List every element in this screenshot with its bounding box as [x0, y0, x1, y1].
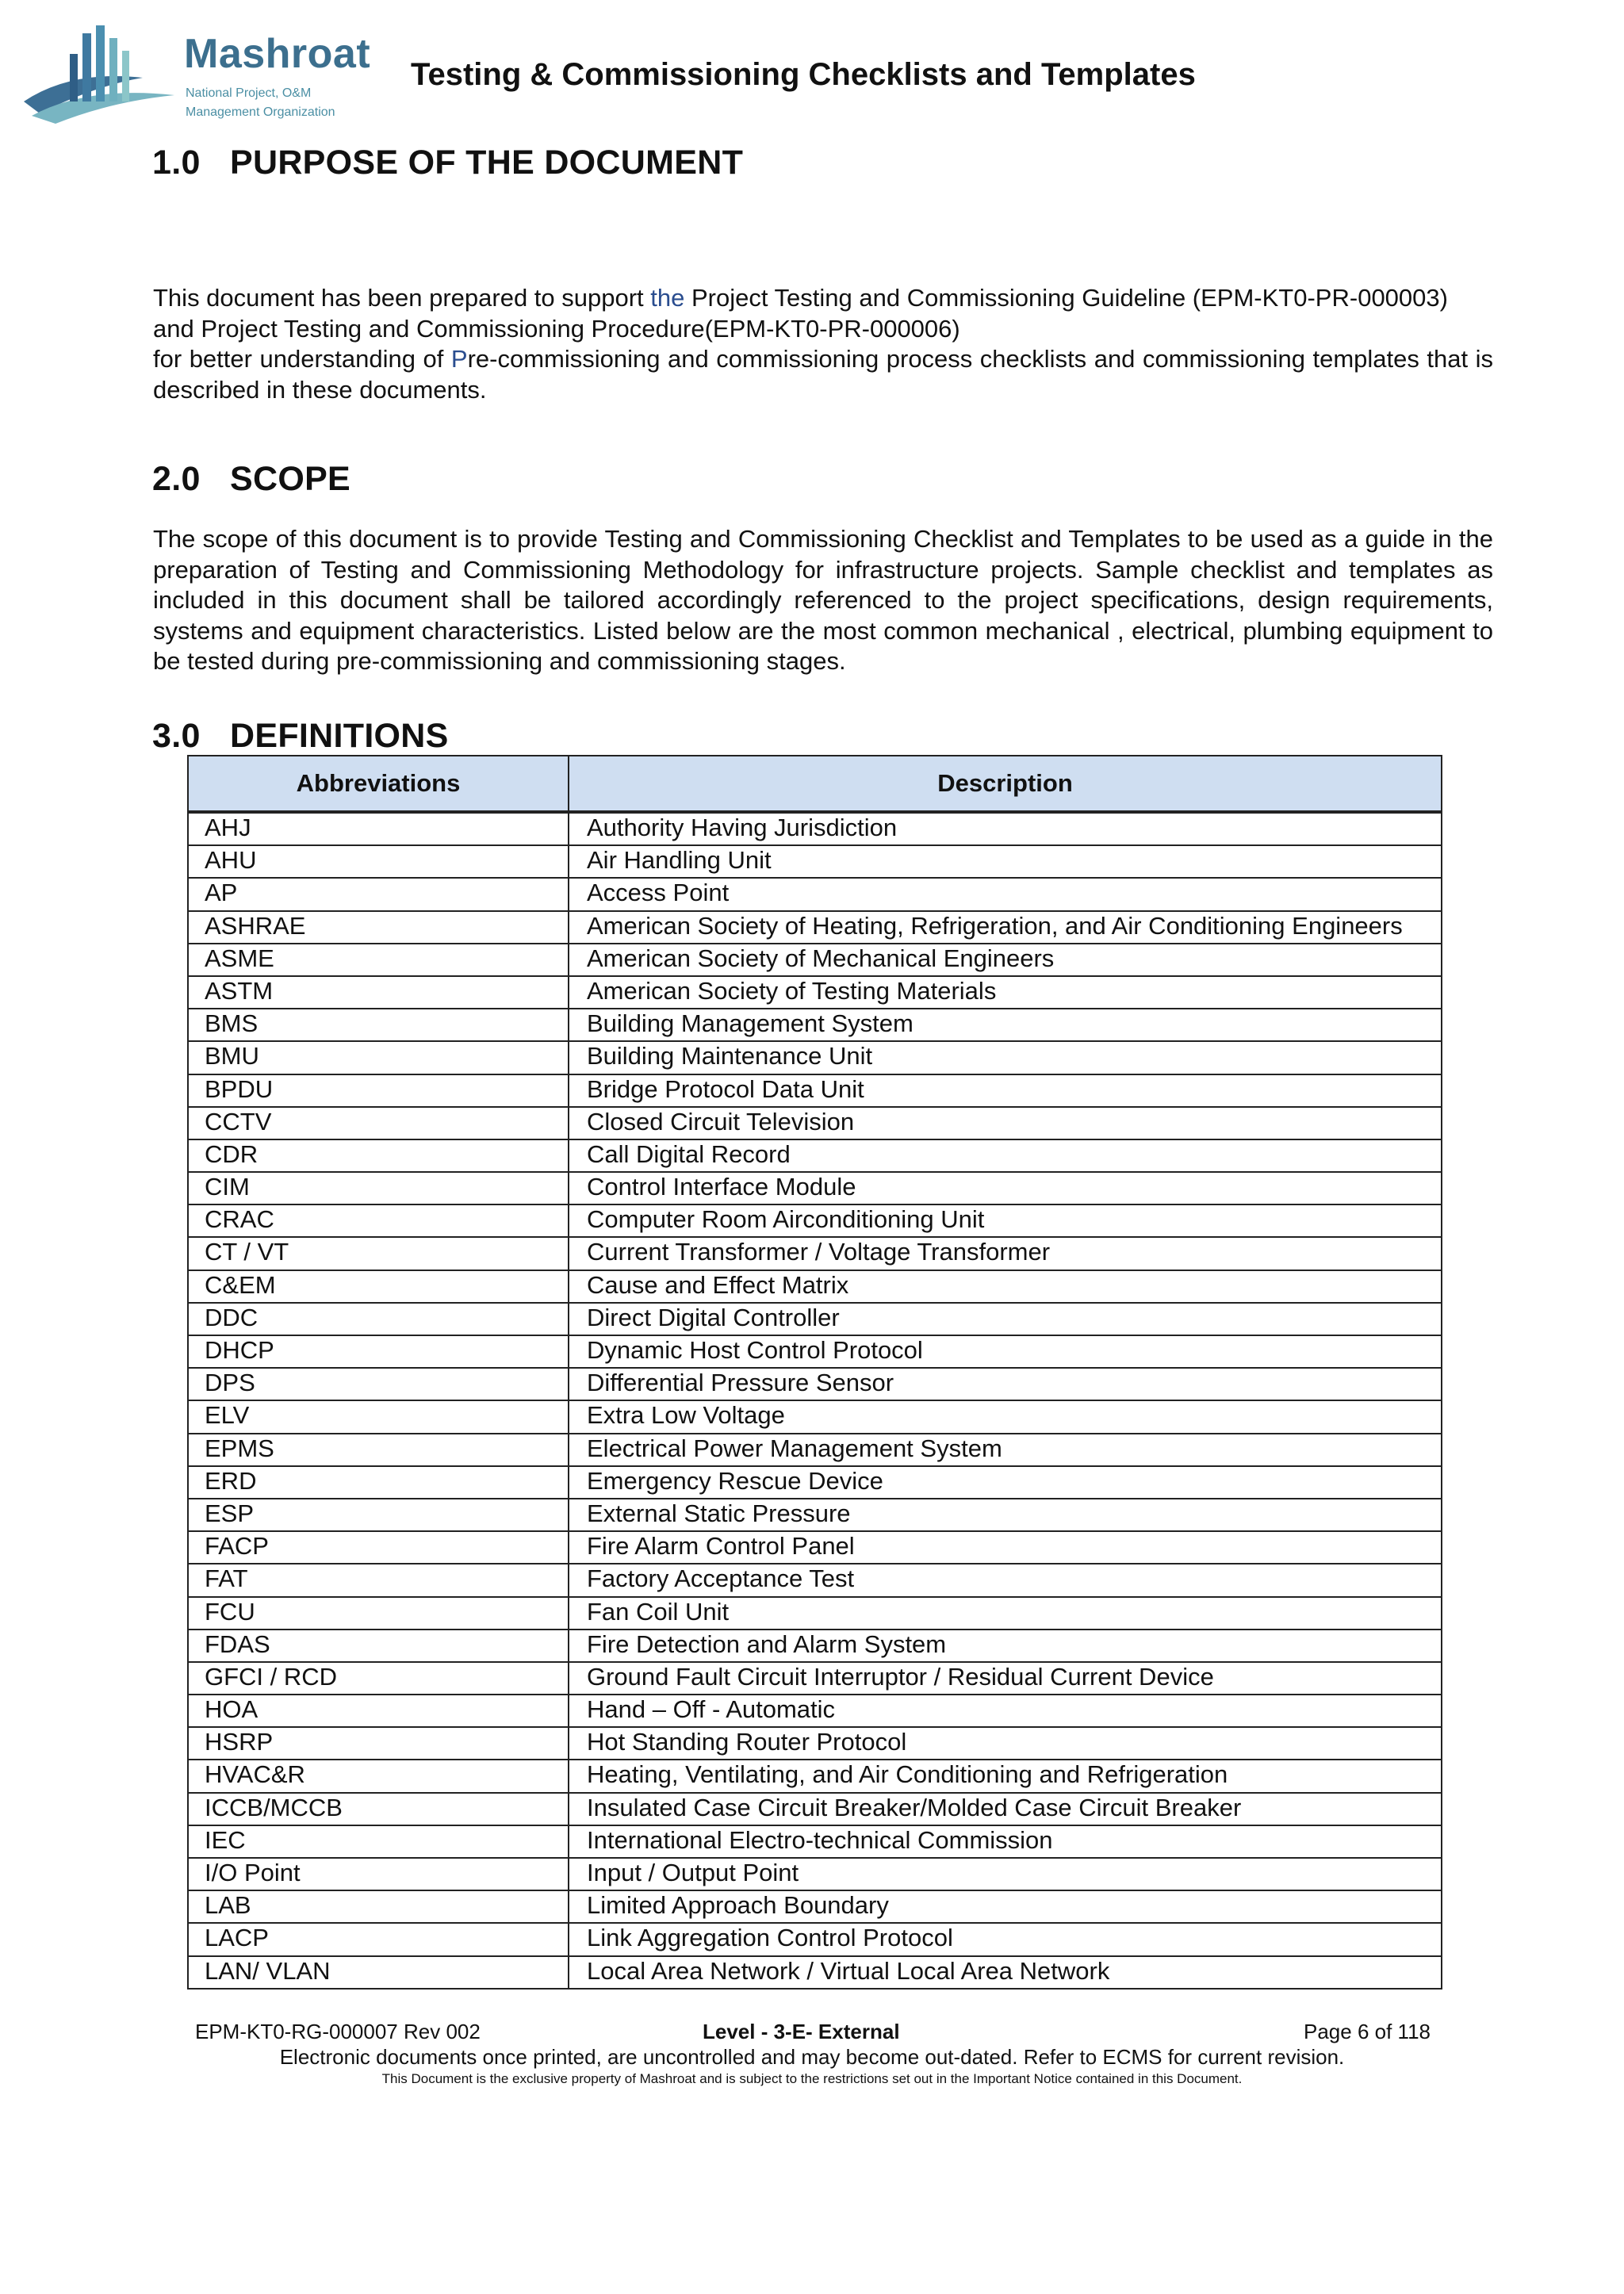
description-cell: Fan Coil Unit	[569, 1597, 1442, 1630]
abbreviation-cell: LACP	[188, 1923, 569, 1955]
footer-row	[195, 2020, 1431, 2045]
table-row	[188, 1237, 1442, 1270]
description-cell: Electrical Power Management System	[569, 1434, 1442, 1466]
abbreviation-cell: I/O Point	[188, 1858, 569, 1890]
table-row	[188, 878, 1442, 910]
description-cell: American Society of Testing Materials	[569, 976, 1442, 1009]
abbreviation-cell: CDR	[188, 1139, 569, 1172]
description-cell: Authority Having Jurisdiction	[569, 812, 1442, 845]
abbreviation-cell: LAB	[188, 1890, 569, 1923]
abbreviation-cell: HSRP	[188, 1727, 569, 1760]
description-cell: International Electro-technical Commission	[569, 1825, 1442, 1858]
section-title: DEFINITIONS	[230, 717, 449, 755]
table-row	[188, 1662, 1442, 1695]
table-row	[188, 1074, 1442, 1107]
description-cell: Insulated Case Circuit Breaker/Molded Case Circuit Breaker	[569, 1793, 1442, 1825]
description-cell: Hot Standing Router Protocol	[569, 1727, 1442, 1760]
description-cell: Building Maintenance Unit	[569, 1041, 1442, 1074]
description-cell: Direct Digital Controller	[569, 1303, 1442, 1335]
abbreviation-cell: HVAC&R	[188, 1760, 569, 1792]
abbreviation-cell: FAT	[188, 1564, 569, 1596]
description-cell: Factory Acceptance Test	[569, 1564, 1442, 1596]
description-cell: Air Handling Unit	[569, 845, 1442, 878]
abbreviation-cell: ESP	[188, 1499, 569, 1531]
table-row	[188, 911, 1442, 944]
table-row	[188, 845, 1442, 878]
description-cell: Input / Output Point	[569, 1858, 1442, 1890]
document-header-title: Testing & Commissioning Checklists and Templates	[411, 57, 1196, 92]
description-cell: American Society of Heating, Refrigeration, and Air Conditioning Engineers	[569, 911, 1442, 944]
description-cell: American Society of Mechanical Engineers	[569, 944, 1442, 976]
abbreviation-cell: FCU	[188, 1597, 569, 1630]
description-cell: Access Point	[569, 878, 1442, 910]
section-title: PURPOSE OF THE DOCUMENT	[230, 144, 744, 182]
abbreviation-cell: BMS	[188, 1009, 569, 1041]
description-cell: Cause and Effect Matrix	[569, 1270, 1442, 1303]
logo-subtitle	[186, 84, 335, 122]
purpose-text-2-rest: re-commissioning and commissioning process checklists and commissioning templates that is described in these documents.	[153, 345, 1493, 404]
table-row	[188, 1695, 1442, 1727]
table-row	[188, 1564, 1442, 1596]
abbreviation-cell: AP	[188, 878, 569, 910]
abbreviation-cell: LAN/ VLAN	[188, 1956, 569, 1989]
description-cell: Extra Low Voltage	[569, 1400, 1442, 1433]
abbreviation-cell: ERD	[188, 1466, 569, 1499]
logo-subtitle-line-2: Management Organization	[186, 105, 335, 119]
section-number: 3.0	[152, 717, 201, 755]
footer-property-notice: This Document is the exclusive property of Mashroat and is subject to the restrictions set out in the Important Notice contained in this Document.	[381, 2071, 1243, 2086]
company-logo	[24, 22, 381, 133]
table-header-row	[188, 756, 1442, 812]
definitions-table	[187, 755, 1442, 1990]
section-number: 2.0	[152, 460, 201, 498]
description-cell: Call Digital Record	[569, 1139, 1442, 1172]
description-cell: Computer Room Airconditioning Unit	[569, 1204, 1442, 1237]
description-cell: Heating, Ventilating, and Air Conditioning and Refrigeration	[569, 1760, 1442, 1792]
table-row	[188, 1368, 1442, 1400]
mashroat-logo-icon	[24, 22, 182, 125]
column-header-abbreviations: Abbreviations	[188, 756, 569, 812]
logo-subtitle-line-1: National Project, O&M	[186, 86, 312, 100]
abbreviation-cell: DHCP	[188, 1335, 569, 1368]
footer-page-number: Page 6 of 118	[1304, 2020, 1431, 2043]
table-row	[188, 1858, 1442, 1890]
table-row	[188, 1630, 1442, 1662]
abbreviation-cell: HOA	[188, 1695, 569, 1727]
table-row	[188, 976, 1442, 1009]
description-cell: Control Interface Module	[569, 1172, 1442, 1204]
abbreviation-cell: ASHRAE	[188, 911, 569, 944]
table-row	[188, 1923, 1442, 1955]
abbreviation-cell: CRAC	[188, 1204, 569, 1237]
footer-notice: Electronic documents once printed, are uncontrolled and may become out-dated. Refer to ECMS for current revision.	[279, 2045, 1345, 2069]
purpose-text-2-highlight: P	[450, 345, 468, 373]
abbreviation-cell: ASME	[188, 944, 569, 976]
purpose-text-1: This document has been prepared to support	[153, 284, 651, 312]
abbreviation-cell: FACP	[188, 1531, 569, 1564]
abbreviation-cell: AHJ	[188, 812, 569, 845]
table-row	[188, 1270, 1442, 1303]
abbreviation-cell: IEC	[188, 1825, 569, 1858]
footer-doc-number: EPM-KT0-RG-000007 Rev 002	[195, 2020, 481, 2043]
definitions-table-body	[188, 812, 1442, 1989]
description-cell: Differential Pressure Sensor	[569, 1368, 1442, 1400]
table-row	[188, 1204, 1442, 1237]
table-row	[188, 1466, 1442, 1499]
section-heading-scope	[152, 460, 350, 499]
abbreviation-cell: ICCB/MCCB	[188, 1793, 569, 1825]
purpose-text-2: for better understanding of	[153, 345, 451, 373]
section-number: 1.0	[152, 144, 201, 182]
abbreviation-cell: C&EM	[188, 1270, 569, 1303]
abbreviation-cell: EPMS	[188, 1434, 569, 1466]
table-row	[188, 1825, 1442, 1858]
scope-paragraph: The scope of this document is to provide Testing and Commissioning Checklist and Templates to be used as a guide in the preparation of Testing and Commissioning Methodology for infrastructure projects. Sample checklist and templates as included in this document shall be tailored accordingly referenced to the project specifications, design requirements, systems and equipment characteristics. Listed below are the most common mechanical , electrical, plumbing equipment to be tested during pre-commissioning and commissioning stages.	[153, 525, 1493, 675]
table-row	[188, 1335, 1442, 1368]
abbreviation-cell: ELV	[188, 1400, 569, 1433]
table-row	[188, 1793, 1442, 1825]
table-row	[188, 1597, 1442, 1630]
purpose-text-1-highlight: the	[650, 284, 685, 312]
description-cell: External Static Pressure	[569, 1499, 1442, 1531]
table-row	[188, 812, 1442, 845]
section-heading-definitions	[152, 717, 449, 756]
table-row	[188, 1303, 1442, 1335]
abbreviation-cell: FDAS	[188, 1630, 569, 1662]
table-row	[188, 1107, 1442, 1139]
description-cell: Limited Approach Boundary	[569, 1890, 1442, 1923]
description-cell: Dynamic Host Control Protocol	[569, 1335, 1442, 1368]
table-row	[188, 1760, 1442, 1792]
logo-name: Mashroat	[184, 31, 371, 77]
table-row	[188, 1400, 1442, 1433]
description-cell: Building Management System	[569, 1009, 1442, 1041]
column-header-description: Description	[569, 756, 1442, 812]
section-title: SCOPE	[230, 460, 351, 498]
abbreviation-cell: BPDU	[188, 1074, 569, 1107]
table-row	[188, 1041, 1442, 1074]
table-row	[188, 1172, 1442, 1204]
description-cell: Local Area Network / Virtual Local Area Network	[569, 1956, 1442, 1989]
description-cell: Emergency Rescue Device	[569, 1466, 1442, 1499]
abbreviation-cell: BMU	[188, 1041, 569, 1074]
section-heading-purpose	[152, 144, 743, 182]
description-cell: Closed Circuit Television	[569, 1107, 1442, 1139]
table-row	[188, 1890, 1442, 1923]
footer-level: Level - 3-E- External	[703, 2020, 900, 2043]
abbreviation-cell: CCTV	[188, 1107, 569, 1139]
description-cell: Link Aggregation Control Protocol	[569, 1923, 1442, 1955]
description-cell: Ground Fault Circuit Interruptor / Residual Current Device	[569, 1662, 1442, 1695]
purpose-paragraph	[153, 283, 1493, 405]
description-cell: Bridge Protocol Data Unit	[569, 1074, 1442, 1107]
abbreviation-cell: ASTM	[188, 976, 569, 1009]
table-row	[188, 1434, 1442, 1466]
table-row	[188, 1139, 1442, 1172]
abbreviation-cell: CT / VT	[188, 1237, 569, 1270]
table-row	[188, 944, 1442, 976]
table-row	[188, 1956, 1442, 1989]
table-row	[188, 1531, 1442, 1564]
description-cell: Fire Alarm Control Panel	[569, 1531, 1442, 1564]
abbreviation-cell: CIM	[188, 1172, 569, 1204]
abbreviation-cell: AHU	[188, 845, 569, 878]
description-cell: Hand – Off - Automatic	[569, 1695, 1442, 1727]
description-cell: Current Transformer / Voltage Transformer	[569, 1237, 1442, 1270]
table-row	[188, 1009, 1442, 1041]
abbreviation-cell: DPS	[188, 1368, 569, 1400]
table-row	[188, 1727, 1442, 1760]
abbreviation-cell: GFCI / RCD	[188, 1662, 569, 1695]
table-row	[188, 1499, 1442, 1531]
purpose-text-1-rest: Project Testing and Commissioning Guideline (EPM-KT0-PR-000003) and Project Testing and Commissioning Procedure(EPM-KT0-PR-000006)	[153, 284, 1448, 343]
abbreviation-cell: DDC	[188, 1303, 569, 1335]
description-cell: Fire Detection and Alarm System	[569, 1630, 1442, 1662]
